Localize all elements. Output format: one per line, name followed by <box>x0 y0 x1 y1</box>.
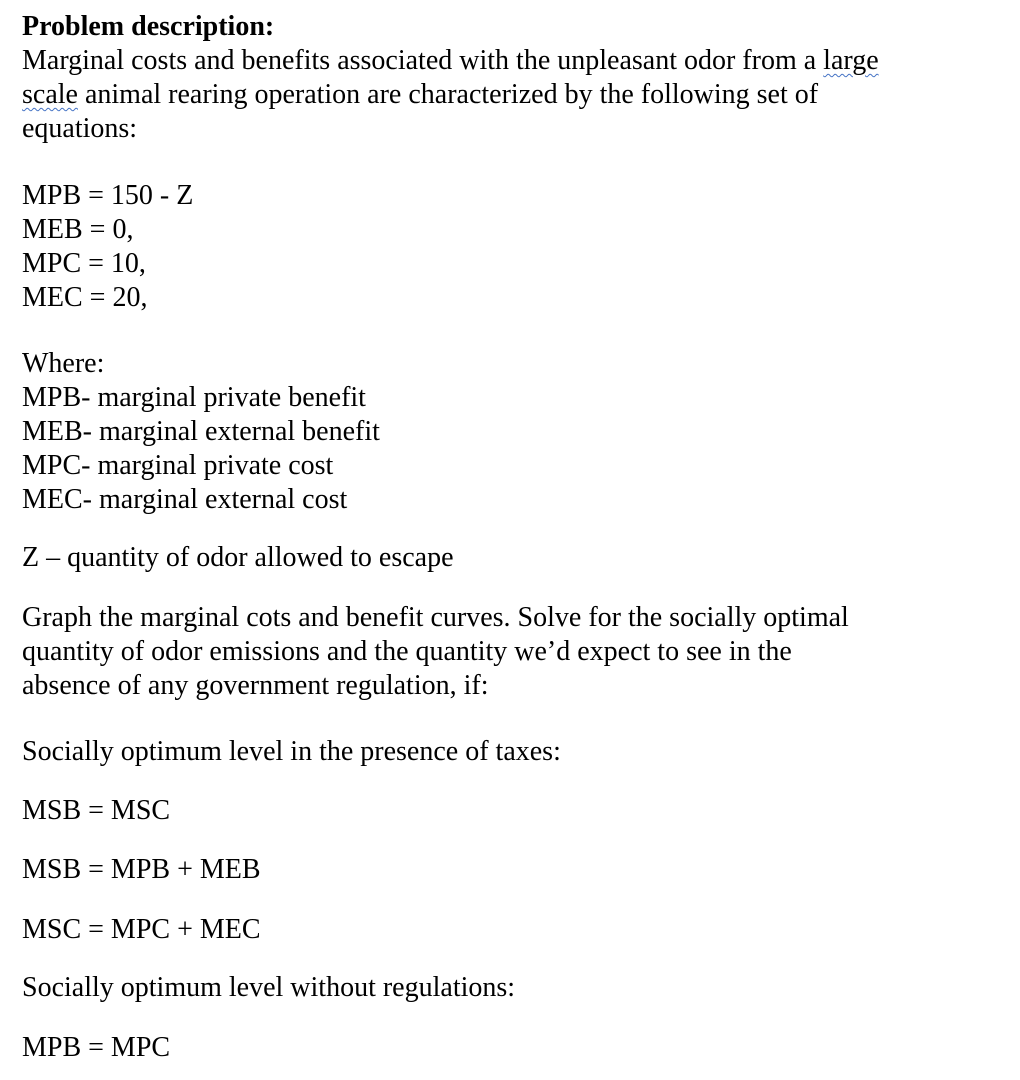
definition-mpb: MPB- marginal private benefit <box>22 382 366 413</box>
definition-mec: MEC- marginal external cost <box>22 484 348 515</box>
definitions-list <box>22 347 380 517</box>
equation-meb: MEB = 0, <box>22 214 134 245</box>
spellcheck-word-scale: scale <box>22 79 78 110</box>
problem-section <box>22 10 879 146</box>
intro-line-2 <box>22 78 879 112</box>
equation-mpb: MPB = 150 - Z <box>22 180 194 211</box>
equation-mpc: MPC = 10, <box>22 248 146 279</box>
taxes-heading: Socially optimum level in the presence of taxes: <box>22 736 561 767</box>
where-label: Where: <box>22 348 105 379</box>
equation-msb-sum: MSB = MPB + MEB <box>22 854 261 885</box>
no-regulation-heading: Socially optimum level without regulations: <box>22 972 516 1003</box>
definition-meb: MEB- marginal external benefit <box>22 416 380 447</box>
z-definition: Z – quantity of odor allowed to escape <box>22 542 454 573</box>
equation-mpb-equals-mpc: MPB = MPC <box>22 1032 171 1063</box>
intro-line-1 <box>22 44 879 78</box>
task-paragraph <box>22 601 849 703</box>
problem-title: Problem description: <box>22 11 275 42</box>
intro-text-1a: Marginal costs and benefits associated with the unpleasant odor from a <box>22 45 824 76</box>
intro-text-2b: animal rearing operation are characterized by the following set of <box>77 79 819 110</box>
task-line-1: Graph the marginal cots and benefit curves. Solve for the socially optimal <box>22 602 849 633</box>
equation-mec: MEC = 20, <box>22 282 148 313</box>
task-line-2: quantity of odor emissions and the quantity we’d expect to see in the <box>22 636 792 667</box>
equation-msc-sum: MSC = MPC + MEC <box>22 914 261 945</box>
intro-line-3: equations: <box>22 113 138 144</box>
equation-msb-equals-msc: MSB = MSC <box>22 795 171 826</box>
task-line-3: absence of any government regulation, if: <box>22 670 489 701</box>
equations-list <box>22 179 193 315</box>
definition-mpc: MPC- marginal private cost <box>22 450 334 481</box>
spellcheck-word-large: large <box>823 45 879 76</box>
